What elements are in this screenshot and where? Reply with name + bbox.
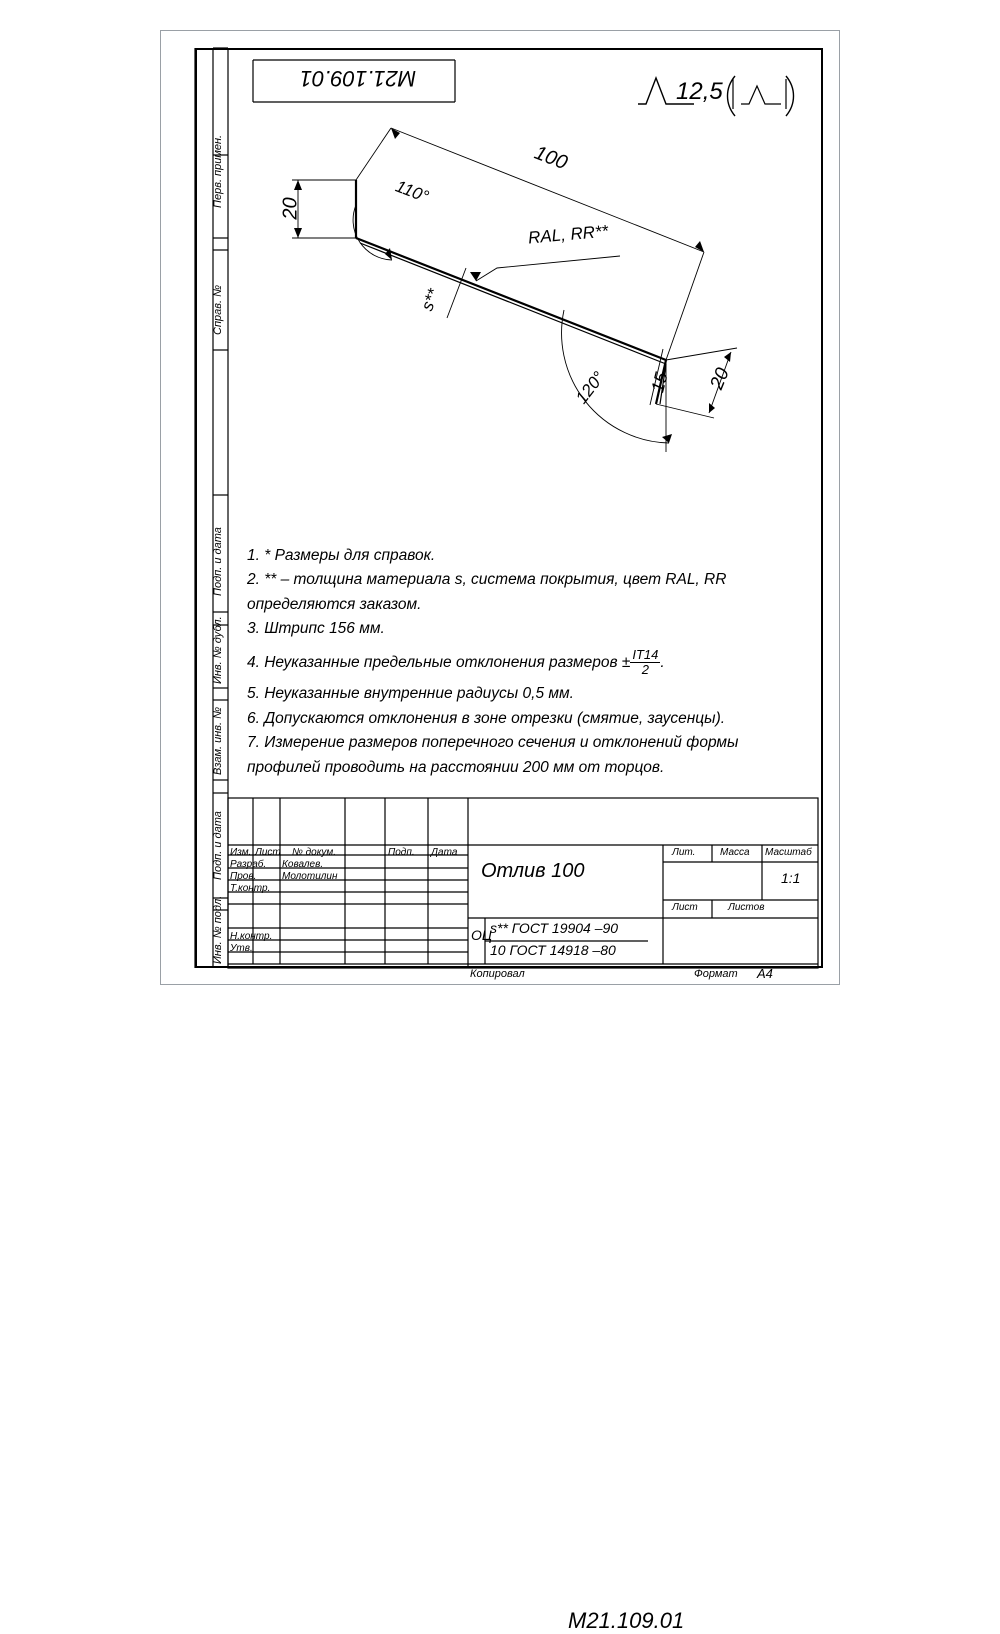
tb-masshtab: Масштаб: [765, 847, 812, 858]
coating-label: RAL, RR**: [527, 221, 609, 248]
tb-material-prefix: ОЦ: [471, 927, 493, 943]
note-4-denominator: 2: [630, 662, 660, 677]
footer-format-label: Формат: [694, 968, 738, 980]
note-4-suffix: .: [660, 654, 665, 672]
tb-row-razrab: Разраб.: [230, 859, 267, 870]
tb-row-utv: Утв.: [230, 943, 253, 954]
side-label-inv-podl: Инв. № подл.: [212, 895, 224, 964]
tb-row-prov: Пров.: [230, 871, 257, 882]
dim-lip-15: 15: [647, 370, 672, 395]
tb-scale-value: 1:1: [781, 870, 801, 886]
tb-material-line2: 10 ГОСТ 14918 –80: [490, 942, 616, 958]
angle-110: 110°: [392, 176, 432, 207]
note-4-numerator: IT14: [632, 646, 659, 662]
note-2a: 2. ** – толщина материала s, система покрытия, цвет RAL, RR: [247, 571, 727, 589]
thickness-label: s**: [417, 286, 444, 314]
note-5: 5. Неуказанные внутренние радиусы 0,5 мм.: [247, 685, 574, 703]
note-4-fraction: [630, 648, 660, 676]
tb-col-data: Дата: [431, 847, 458, 858]
tb-col-izm: Изм.: [230, 847, 252, 858]
tb-part-name: Отлив 100: [481, 860, 585, 882]
tb-row-razrab-name: Ковалев.: [282, 859, 324, 870]
dim-length-100: 100: [531, 141, 571, 175]
note-4-text: 4. Неуказанные предельные отклонения размеров ±: [247, 654, 631, 672]
tb-row-tkontr: Т.контр.: [230, 883, 271, 894]
side-label-podp-data-1: Подп. и дата: [212, 527, 224, 596]
tb-list: Лист: [672, 902, 698, 913]
note-7b: профилей проводить на расстоянии 200 мм от торцов.: [247, 758, 665, 776]
tb-row-prov-name: Молотилин: [282, 871, 338, 882]
note-2b: определяются заказом.: [247, 595, 422, 613]
angle-120: 120°: [571, 367, 609, 408]
tb-col-list: Лист: [255, 847, 281, 858]
side-label-vzam-inv: Взам. инв. №: [212, 706, 224, 775]
footer-format-value: A4: [757, 966, 773, 981]
technical-notes: [247, 545, 817, 781]
tb-massa: Масса: [720, 847, 750, 858]
roughness-value: 12,5: [676, 78, 723, 105]
side-label-perv-primen: Перв. примен.: [212, 134, 224, 208]
top-designation: M21.109.01: [299, 66, 417, 91]
tb-row-nkontr: Н.контр.: [230, 931, 273, 942]
note-7a: 7. Измерение размеров поперечного сечения и отклонений формы: [247, 734, 739, 752]
side-label-sprav-no: Справ. №: [212, 285, 224, 335]
note-6: 6. Допускаются отклонения в зоне отрезки (смятие, заусенцы).: [247, 709, 726, 727]
tb-col-podp: Подп.: [388, 847, 415, 858]
footer-kopiroval: Копировал: [470, 968, 525, 980]
tb-listov: Листов: [728, 902, 765, 913]
side-label-inv-dubl: Инв. № дубл.: [212, 616, 224, 684]
tb-lit: Лит.: [672, 847, 696, 858]
tb-col-docum: № докум.: [292, 847, 337, 858]
dim-right-flange-20: 20: [706, 365, 734, 393]
note-3: 3. Штрипс 156 мм.: [247, 620, 385, 638]
note-4: [247, 646, 817, 677]
note-1: 1. * Размеры для справок.: [247, 547, 436, 564]
dim-left-flange-20: 20: [279, 197, 302, 220]
side-label-podp-data-2: Подп. и дата: [212, 811, 224, 880]
tb-material-line1: s** ГОСТ 19904 –90: [490, 920, 619, 936]
tb-designation: M21.109.01: [568, 1608, 685, 1633]
